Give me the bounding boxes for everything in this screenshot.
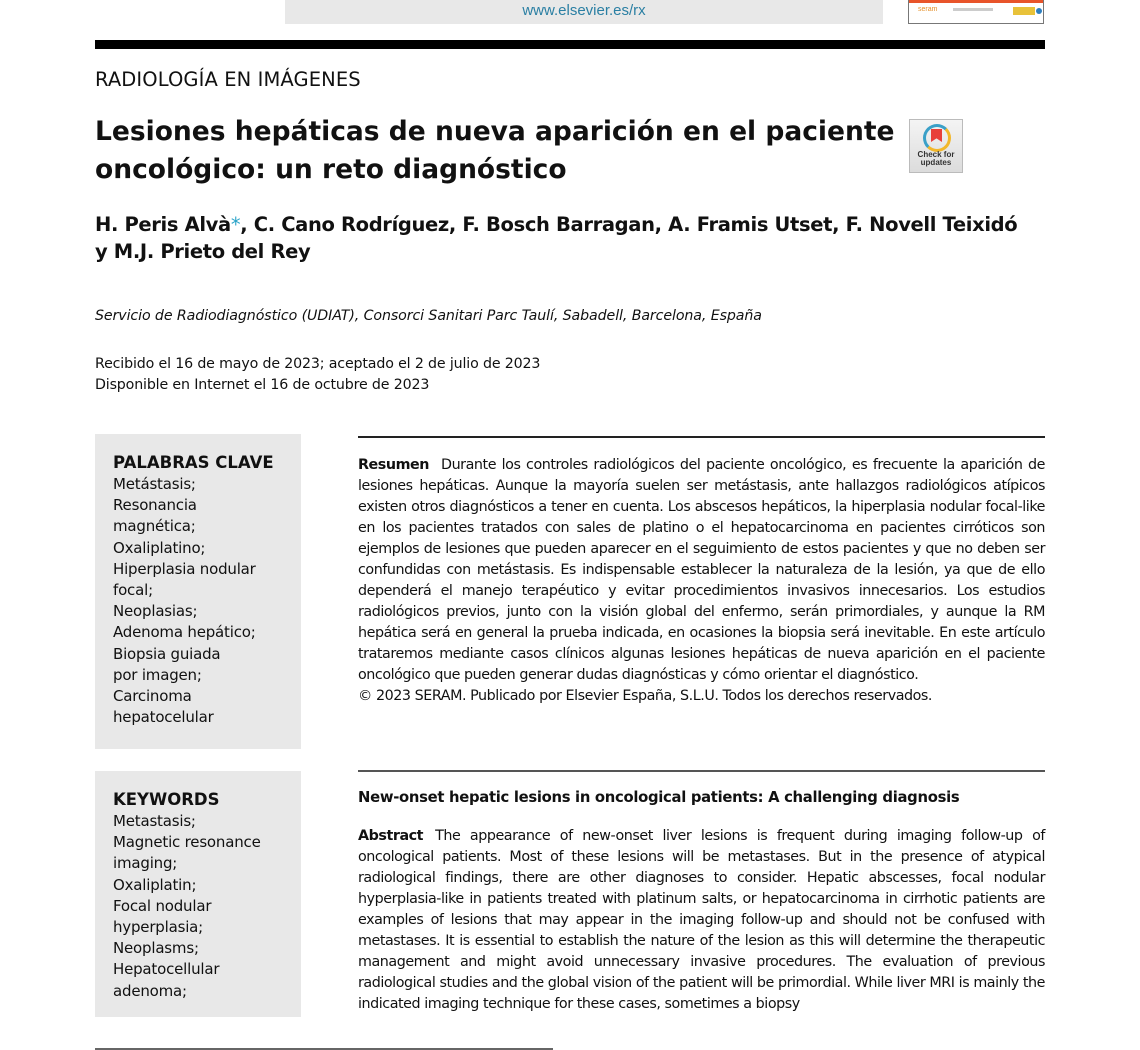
article-title bbox=[95, 113, 895, 189]
keyword-line: Focal nodular bbox=[113, 896, 212, 915]
keyword-line: focal; bbox=[113, 581, 153, 600]
cover-blue-dot bbox=[1036, 8, 1042, 14]
journal-header-box bbox=[285, 0, 883, 24]
corresponding-author-star-link[interactable]: * bbox=[230, 213, 241, 236]
keyword-line: Neoplasms; bbox=[113, 939, 199, 958]
resumen-paragraph bbox=[358, 455, 1045, 686]
keyword-line: Carcinoma bbox=[113, 687, 192, 706]
keywords-es-box bbox=[95, 434, 301, 749]
cover-band bbox=[909, 0, 1043, 3]
keyword-line: Hiperplasia nodular bbox=[113, 559, 256, 578]
keywords-en-heading: KEYWORDS bbox=[113, 790, 220, 809]
keyword-line: Hepatocellular bbox=[113, 960, 220, 979]
resumen-divider bbox=[358, 436, 1045, 438]
keyword-line: Resonancia bbox=[113, 496, 197, 515]
keyword-line: Magnetic resonance bbox=[113, 833, 261, 852]
available-date: Disponible en Internet el 16 de octubre de 2023 bbox=[95, 377, 430, 393]
keyword-line: adenoma; bbox=[113, 981, 187, 1000]
keyword-line: Oxaliplatino; bbox=[113, 538, 206, 557]
keyword-line: Metástasis; bbox=[113, 475, 196, 493]
title-line-1: Lesiones hepáticas de nueva aparición en el paciente bbox=[95, 116, 895, 147]
keywords-es-heading: PALABRAS CLAVE bbox=[113, 453, 274, 472]
resumen-text: Durante los controles radiológicos del paciente oncológico, es frecuente la aparición de lesiones hepáticas. Aunque la mayoría suelen ser metástasis, ante hallazgos radiológicos atípicos existen otros diagnósticos a tener en cuenta. Los abscesos hepáticos, la hiperplasia nodular focal-like en los pacientes tratados con sales de platino o el hepatocarcinoma en pacientes cirróticos son ejemplos de lesiones que pueden aparecer en el seguimiento de estos pacientes y que no deben ser confundidas con metástasis. Es indispensable establecer la naturaleza de la lesión, ya que de ello dependerá el manejo terapéutico y evitar procedimientos invasivos innecesarios. Los estudios radiológicos previos, junto con la visión global del enfermo, serán primordiales, y aunque la RM hepática será en general la prueba indicada, en ocasiones la biopsia será inevitable. En este artículo trataremos mediante casos clínicos algunas lesiones hepáticas de nueva aparición en el paciente oncológico que pueden generar dudas diagnósticas y cómo orientar el diagnóstico. bbox=[358, 457, 1045, 683]
keyword-line: hepatocelular bbox=[113, 708, 214, 727]
journal-cover-thumbnail bbox=[908, 0, 1044, 24]
keyword-line: magnética; bbox=[113, 517, 196, 536]
cover-text-line bbox=[953, 8, 993, 11]
abstract-divider bbox=[358, 770, 1045, 772]
english-title: New-onset hepatic lesions in oncological patients: A challenging diagnosis bbox=[358, 789, 960, 806]
affiliation: Servicio de Radiodiagnóstico (UDIAT), Consorci Sanitari Parc Taulí, Sabadell, Barcelona, España bbox=[95, 308, 762, 324]
keyword-line: Biopsia guiada bbox=[113, 644, 221, 663]
author-list bbox=[95, 211, 1045, 265]
keyword-line: Metastasis; bbox=[113, 812, 196, 830]
co-authors: , C. Cano Rodríguez, F. Bosch Barragan, A. Framis Utset, F. Novell Teixidó bbox=[240, 213, 1018, 236]
keywords-en-box bbox=[95, 771, 301, 1017]
keyword-line: Neoplasias; bbox=[113, 602, 198, 621]
cover-yellow-box bbox=[1013, 7, 1035, 15]
seram-logo: seram bbox=[918, 6, 938, 13]
article-dates bbox=[95, 354, 540, 396]
keyword-line: hyperplasia; bbox=[113, 918, 204, 937]
authors-line-2: y M.J. Prieto del Rey bbox=[95, 240, 311, 263]
keyword-line: Oxaliplatin; bbox=[113, 875, 197, 894]
authors-line-1 bbox=[95, 211, 1045, 238]
resumen-block bbox=[358, 455, 1045, 707]
section-label: RADIOLOGÍA EN IMÁGENES bbox=[95, 68, 361, 91]
corresponding-author: H. Peris Alvà bbox=[95, 213, 231, 236]
header-divider bbox=[95, 40, 1045, 49]
keyword-line: por imagen; bbox=[113, 665, 202, 684]
abstract-paragraph bbox=[358, 826, 1045, 1015]
received-date: Recibido el 16 de mayo de 2023; aceptado el 2 de julio de 2023 bbox=[95, 356, 541, 372]
title-line-2: oncológico: un reto diagnóstico bbox=[95, 154, 567, 185]
check-for-updates-button[interactable] bbox=[909, 119, 963, 173]
journal-url-link[interactable]: www.elsevier.es/rx bbox=[522, 2, 646, 19]
keyword-line: imaging; bbox=[113, 854, 178, 873]
check-updates-label: Check for updates bbox=[917, 150, 955, 167]
keyword-line: Adenoma hepático; bbox=[113, 623, 256, 642]
copyright-notice: © 2023 SERAM. Publicado por Elsevier España, S.L.U. Todos los derechos reservados. bbox=[358, 688, 933, 704]
abstract-block bbox=[358, 826, 1045, 1015]
resumen-label: Resumen bbox=[358, 457, 430, 473]
abstract-text: The appearance of new-onset liver lesions is frequent during imaging follow-up of oncological patients. Most of these lesions will be metastases. But in the presence of atypical radiological findings, there are other diagnoses to consider. Hepatic abscesses, focal nodular hyperplasia-like in patients treated with platinum salts, or hepatocarcinoma in cirrhotic patients are examples of lesions that may appear in the imaging follow-up and should not be confused with metastases. It is essential to establish the nature of the lesion as this will determine the therapeutic management and might avoid unnecessary invasive procedures. The evaluation of previous radiological studies and the global vision of the patient will be primordial. While liver MRI is mainly the indicated imaging technique for these cases, sometimes a biopsy bbox=[358, 828, 1045, 1012]
abstract-label: Abstract bbox=[358, 828, 424, 844]
